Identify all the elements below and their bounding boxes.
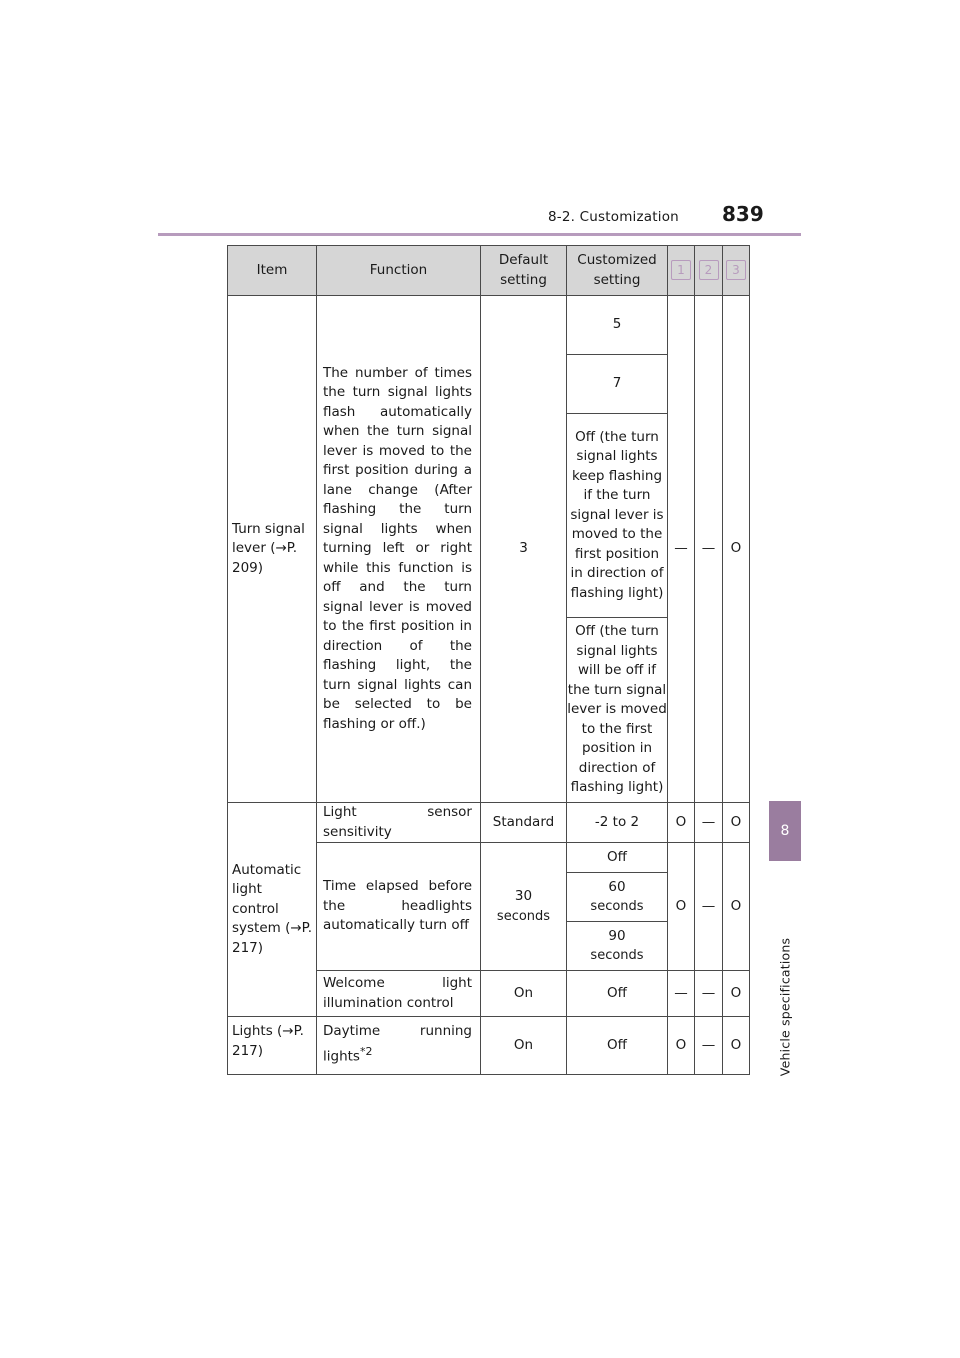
elapsed-default-value: 30: [514, 888, 533, 904]
chapter-tab: 8: [769, 801, 801, 861]
turn-signal-function: The number of times the turn signal lights flash automatically when the turn signal lever is moved to the first position during a lane change (After flashing the turn signal lights when turning left or right while this function is off and the turn signal lever is moved to the first position in direction of the flashing light, the turn signal lights can be selected to be flashing or off.): [317, 296, 481, 803]
lights-custom: Off: [567, 1017, 668, 1075]
elapsed-default-unit: seconds: [496, 908, 551, 924]
table-row: [228, 803, 750, 843]
elapsed-option-60: [567, 873, 668, 922]
welcome-col1: —: [668, 971, 695, 1017]
turn-signal-col1: —: [668, 296, 695, 803]
turn-signal-col3: O: [723, 296, 750, 803]
col-customized: Customized setting: [567, 246, 668, 296]
sensor-function: Light sensor sensitivity: [317, 803, 481, 843]
elapsed-option-off: Off: [567, 843, 668, 873]
sensor-custom: -2 to 2: [567, 803, 668, 843]
lights-footnote-mark: *2: [359, 1044, 373, 1058]
table-row: [228, 1017, 750, 1075]
elapsed-option-90-value: 90: [608, 927, 626, 944]
chapter-title: Vehicle specifications: [777, 937, 793, 1077]
col-1: [668, 246, 695, 296]
elapsed-col2: —: [695, 843, 723, 971]
turn-signal-option-5: 5: [567, 296, 668, 355]
sensor-col3: O: [723, 803, 750, 843]
col-item: Item: [228, 246, 317, 296]
col-2: [695, 246, 723, 296]
sensor-col2: —: [695, 803, 723, 843]
page-number: 839: [722, 202, 764, 226]
lights-col1: O: [668, 1017, 695, 1075]
welcome-col2: —: [695, 971, 723, 1017]
lights-col3: O: [723, 1017, 750, 1075]
lights-item: Lights (→P. 217): [228, 1017, 317, 1075]
elapsed-option-60-value: 60: [608, 878, 626, 895]
turn-signal-col2: —: [695, 296, 723, 803]
lights-function: [317, 1017, 481, 1075]
col-3-badge: 3: [726, 260, 746, 280]
col-2-badge: 2: [699, 260, 719, 280]
turn-signal-default: 3: [481, 296, 567, 803]
col-function: Function: [317, 246, 481, 296]
sensor-default: Standard: [481, 803, 567, 843]
elapsed-default: [481, 843, 567, 971]
elapsed-function: Time elapsed before the headlights automatically turn off: [317, 843, 481, 971]
auto-light-item: Automatic light control system (→P. 217): [228, 803, 317, 1017]
turn-signal-option-off-flash: Off (the turn signal lights keep flashing if the turn signal lever is moved to the first position in direction of flashing light): [567, 414, 668, 618]
col-3: [723, 246, 750, 296]
table-row: [228, 296, 750, 355]
elapsed-option-90: [567, 922, 668, 971]
elapsed-option-60-unit: seconds: [590, 899, 644, 914]
col-1-badge: 1: [671, 260, 691, 280]
lights-col2: —: [695, 1017, 723, 1075]
header-rule: [158, 233, 801, 236]
elapsed-col1: O: [668, 843, 695, 971]
welcome-function: Welcome light illumination control: [317, 971, 481, 1017]
section-title: 8-2. Customization: [548, 209, 679, 225]
welcome-default: On: [481, 971, 567, 1017]
elapsed-col3: O: [723, 843, 750, 971]
turn-signal-option-off-stop: Off (the turn signal lights will be off if the turn signal lever is moved to the first position in direction of flashing light): [567, 618, 668, 803]
lights-function-text: Daytime running lights: [323, 1023, 472, 1064]
turn-signal-item: Turn signal lever (→P. 209): [228, 296, 317, 803]
lights-default: On: [481, 1017, 567, 1075]
table-header-row: [228, 246, 750, 296]
turn-signal-option-7: 7: [567, 355, 668, 414]
col-default: Default setting: [481, 246, 567, 296]
sensor-col1: O: [668, 803, 695, 843]
welcome-col3: O: [723, 971, 750, 1017]
elapsed-option-90-unit: seconds: [590, 948, 644, 963]
welcome-custom: Off: [567, 971, 668, 1017]
customization-table: [227, 245, 750, 1075]
